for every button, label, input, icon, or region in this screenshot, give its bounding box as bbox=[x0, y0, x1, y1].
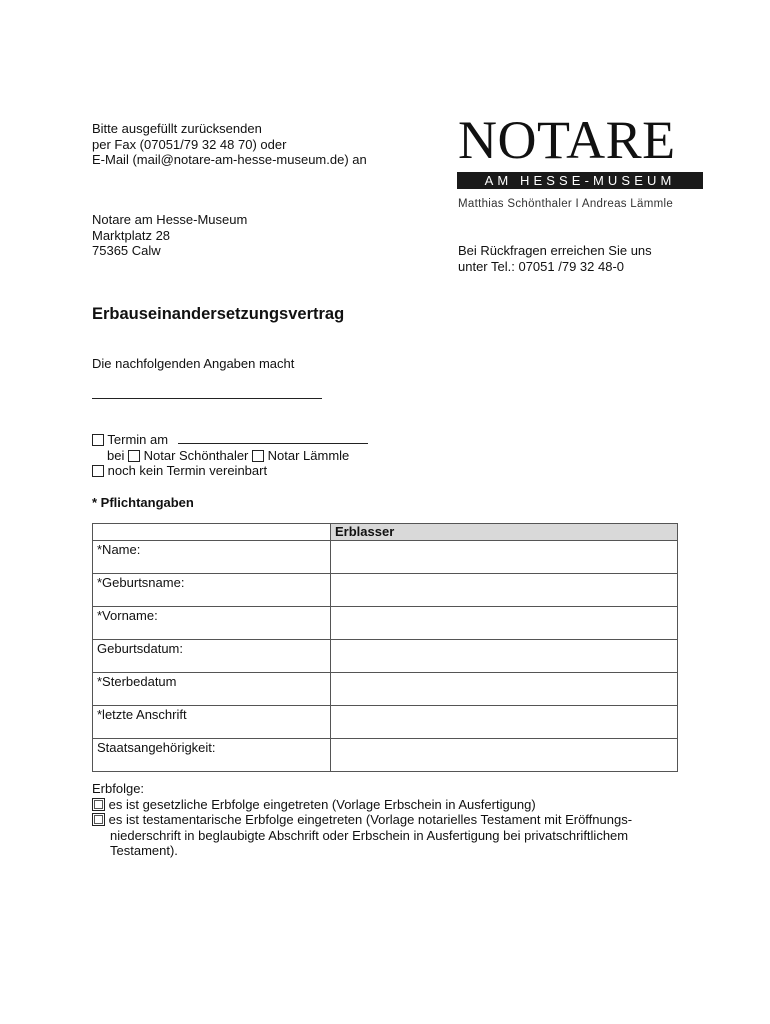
row-label-vorname: *Vorname: bbox=[93, 607, 331, 640]
termin-date-line[interactable] bbox=[178, 432, 368, 444]
table-row bbox=[93, 640, 678, 673]
name-signature-line[interactable] bbox=[92, 398, 322, 399]
appointment-section bbox=[92, 432, 368, 479]
table-row bbox=[93, 673, 678, 706]
no-termin-label: noch kein Termin vereinbart bbox=[107, 463, 268, 478]
return-line-3: E-Mail (mail@notare-am-hesse-museum.de) an bbox=[92, 152, 367, 167]
erbfolge-testamentarisch-label-2: niederschrift in beglaubigte Abschrift oder Erbschein in Ausfertigung bei privatschriftlichem bbox=[110, 827, 629, 843]
notar1-checkbox[interactable] bbox=[128, 450, 140, 462]
document-title: Erbauseinandersetzungsvertrag bbox=[92, 305, 345, 323]
termin-checkbox[interactable] bbox=[92, 434, 104, 446]
field-name[interactable] bbox=[331, 541, 678, 574]
address-line-3: 75365 Calw bbox=[92, 243, 161, 258]
erbfolge-testamentarisch-label-1: es ist testamentarische Erbfolge eingetreten (Vorlage notarielles Testament mit Eröffnungs- bbox=[108, 812, 633, 827]
office-address bbox=[92, 212, 247, 259]
field-vorname[interactable] bbox=[331, 607, 678, 640]
field-sterbedatum[interactable] bbox=[331, 673, 678, 706]
notar1-label: Notar Schönthaler bbox=[143, 447, 249, 463]
erbfolge-gesetzlich-label: es ist gesetzliche Erbfolge eingetreten (Vorlage Erbschein in Ausfertigung) bbox=[108, 796, 536, 812]
table-row bbox=[93, 739, 678, 772]
contact-info bbox=[458, 243, 652, 274]
field-geburtsname[interactable] bbox=[331, 574, 678, 607]
row-label-geburtsdatum: Geburtsdatum: bbox=[93, 640, 331, 673]
table-row bbox=[93, 706, 678, 739]
row-label-geburtsname: *Geburtsname: bbox=[93, 574, 331, 607]
table-header-empty bbox=[93, 524, 331, 541]
required-note: * Pflichtangaben bbox=[92, 495, 194, 510]
erbfolge-section bbox=[92, 781, 632, 859]
no-termin-checkbox[interactable] bbox=[92, 465, 104, 477]
intro-text: Die nachfolgenden Angaben macht bbox=[92, 356, 295, 371]
erbfolge-label: Erbfolge: bbox=[92, 781, 145, 796]
contact-line-2: unter Tel.: 07051 /79 32 48-0 bbox=[458, 258, 624, 274]
table-header-row bbox=[93, 524, 678, 541]
logo-subtitle: Matthias Schönthaler I Andreas Lämmle bbox=[458, 198, 674, 210]
field-anschrift[interactable] bbox=[331, 706, 678, 739]
termin-label: Termin am bbox=[107, 432, 169, 447]
row-label-sterbedatum: *Sterbedatum bbox=[93, 673, 331, 706]
bei-label: bei bbox=[107, 447, 125, 463]
return-line-1: Bitte ausgefüllt zurücksenden bbox=[92, 121, 262, 136]
address-line-2: Marktplatz 28 bbox=[92, 227, 171, 243]
table-row bbox=[93, 607, 678, 640]
notar2-checkbox[interactable] bbox=[252, 450, 264, 462]
erbfolge-testamentarisch-label-3: Testament). bbox=[110, 843, 178, 858]
return-line-2: per Fax (07051/79 32 48 70) oder bbox=[92, 136, 287, 152]
row-label-anschrift: *letzte Anschrift bbox=[93, 706, 331, 739]
row-label-name: *Name: bbox=[93, 541, 331, 574]
return-instructions bbox=[92, 121, 367, 168]
contact-line-1: Bei Rückfragen erreichen Sie uns bbox=[458, 243, 652, 258]
field-staatsangehoerigkeit[interactable] bbox=[331, 739, 678, 772]
logo-wordmark: NOTARE bbox=[458, 110, 676, 170]
address-line-1: Notare am Hesse-Museum bbox=[92, 212, 248, 227]
logo-bar: AM HESSE-MUSEUM bbox=[457, 172, 703, 189]
table-row bbox=[93, 574, 678, 607]
erbfolge-testamentarisch-checkbox[interactable] bbox=[92, 813, 105, 826]
field-geburtsdatum[interactable] bbox=[331, 640, 678, 673]
row-label-staatsangehoerigkeit: Staatsangehörigkeit: bbox=[93, 739, 331, 772]
erbfolge-gesetzlich-checkbox[interactable] bbox=[92, 798, 105, 811]
table-row bbox=[93, 541, 678, 574]
table-header-erblasser: Erblasser bbox=[331, 524, 678, 541]
erblasser-table bbox=[92, 523, 678, 772]
notar2-label: Notar Lämmle bbox=[267, 447, 350, 463]
